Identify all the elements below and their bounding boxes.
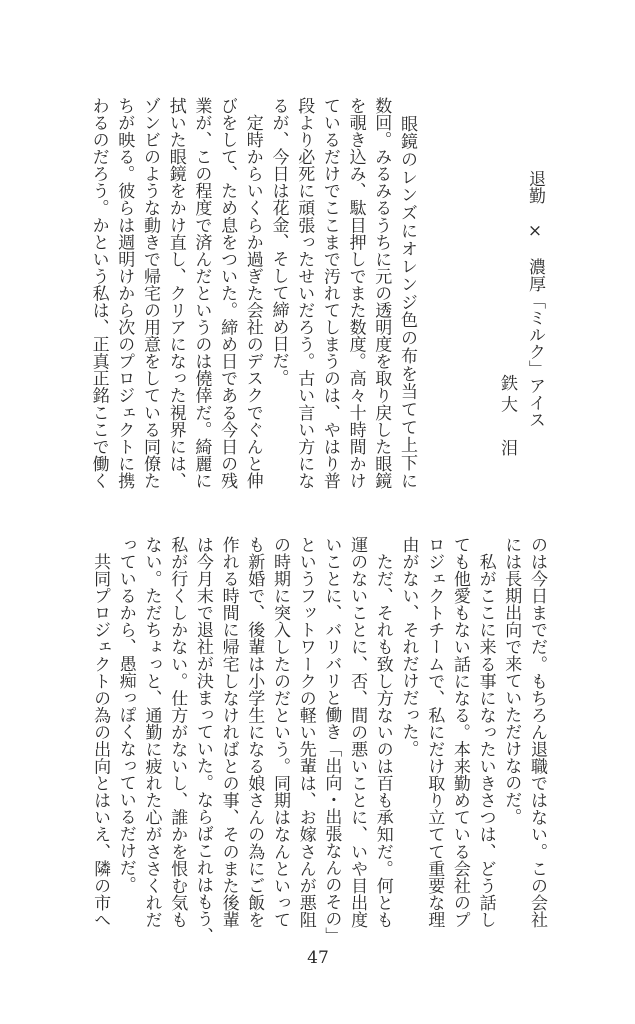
text-column: ても他愛もない話になる。本来勤めている会社のプ xyxy=(449,536,470,928)
text-column: 数回。みるみるうちに元の透明度を取り戻した眼鏡 xyxy=(371,97,392,489)
text-column: というフットワークの軽い先輩は、お嫁さんが悪阻 xyxy=(295,536,316,928)
text-column: 眼鏡のレンズにオレンジ色の布を当てて上下に xyxy=(397,97,417,489)
text-column: 業が、この程度で済んだというのは僥倖だ。綺麗に xyxy=(191,97,212,489)
text-column: は今月末で退社が決まっていた。ならばこれはもう、 xyxy=(192,536,213,944)
story-title: 退勤 × 濃厚「ミルク」アイス xyxy=(525,170,545,428)
text-column: 私が行くしかない。仕方がないし、誰かを恨む気も xyxy=(167,536,188,928)
text-column: 定時からいくらか過ぎた会社のデスクでぐんと伸 xyxy=(242,97,263,489)
text-column: ロジェクトチームで、私にだけ取り立てて重要な理 xyxy=(424,536,445,928)
text-column: のは今日までだ。もちろん退職ではない。この会社 xyxy=(527,536,547,928)
text-column: も新婚で、後輩は小学生になる娘さんの為にご飯を xyxy=(244,536,265,928)
text-column: 拭いた眼鏡をかけ直し、クリアになった視界には、 xyxy=(165,97,186,489)
page-number: 47 xyxy=(307,948,329,968)
author-name: 鉄大 泪 xyxy=(497,374,517,456)
text-column: 由がない、それだけだった。 xyxy=(398,536,419,757)
text-column: ただ、それも致し方ないのは百も承知だ。何とも xyxy=(372,536,393,928)
text-column: ちが映る。彼らは週明けから次のプロジェクトに携 xyxy=(114,97,135,489)
text-column: いことに、バリバリと働き「出向・出張なんのその」 xyxy=(321,536,342,944)
text-column: ない。ただちょっと、通勤に疲れた心がささくれだ xyxy=(141,536,162,928)
text-column: ゾンビのような動きで帰宅の用意をしている同僚た xyxy=(140,97,160,489)
text-column: には長期出向で来ていただけなのだ。 xyxy=(501,536,522,825)
text-column: ているだけでここまで汚れてしまうのは、やはり普 xyxy=(319,97,340,489)
text-column: を覗き込み、駄目押しでまた数度。高々十時間かけ xyxy=(345,97,366,489)
text-column: 運のないことに、否、間の悪いことに、いや目出度 xyxy=(347,536,368,928)
text-column: るが、今日は花金、そして締め日だ。 xyxy=(268,97,289,386)
text-column: 私がここに来る事になったいきさつは、どう話し xyxy=(475,536,496,928)
text-column: わるのだろう。かという私は、正真正銘ここで働く xyxy=(88,97,109,489)
text-column: 作れる時間に帰宅しなければとの事、そのまた後輩 xyxy=(218,536,239,928)
text-column: っているから、愚痴っぽくなっているだけだ。 xyxy=(115,536,136,893)
text-column: 段より必死に頑張ったせいだろう。古い言い方にな xyxy=(294,97,315,489)
text-column: 共同プロジェクトの為の出向とはいえ、隣の市へ xyxy=(90,536,111,928)
text-column: びをして、ため息をついた。締め日である今日の残 xyxy=(217,97,238,489)
text-column: の時期に突入したのだという。同期はなんといって xyxy=(270,536,290,928)
